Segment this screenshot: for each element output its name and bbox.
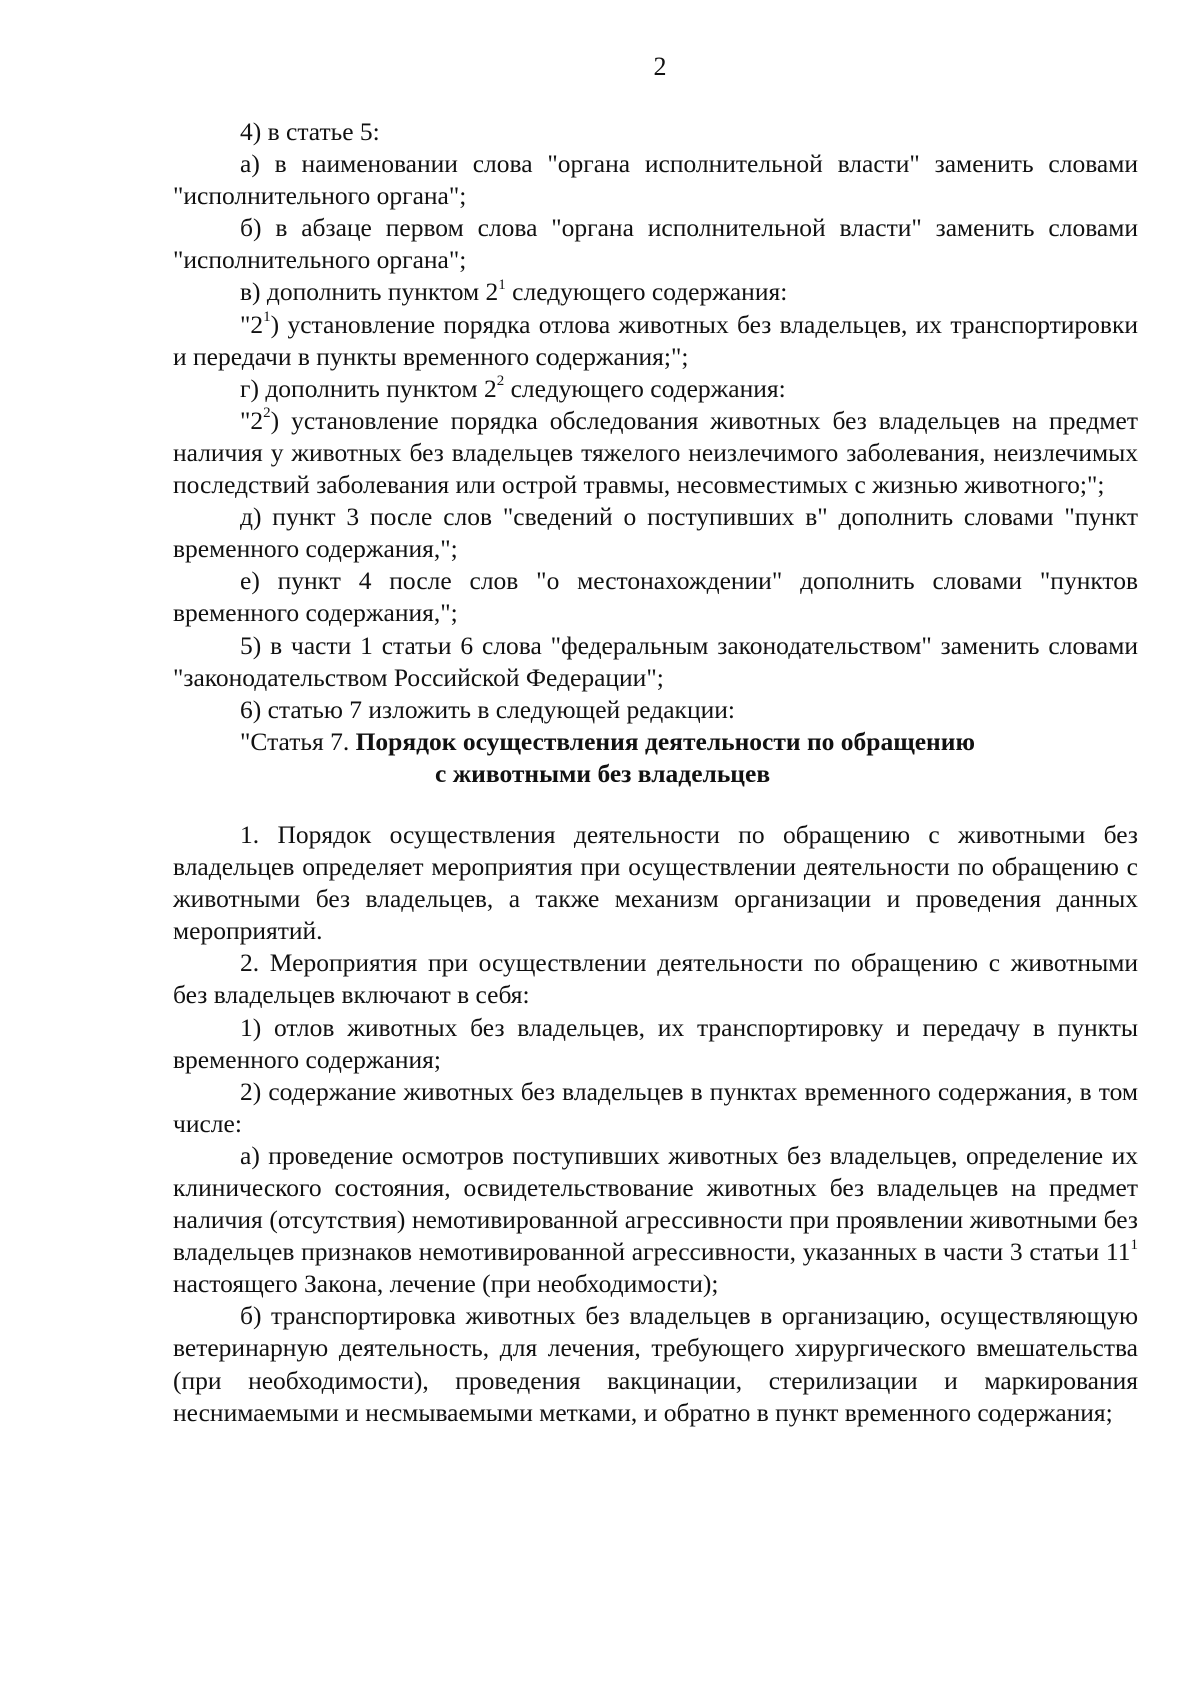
paragraph-item-b: б) в абзаце первом слова "органа исполнительной власти" заменить словами "исполнительного органа"; <box>173 213 1138 275</box>
article-heading-prefix: "Статья 7. <box>240 726 356 756</box>
superscript: 1 <box>498 276 506 293</box>
paragraph-item-e: е) пункт 4 после слов "о местонахождении" дополнить словами "пунктов временного содержания,"; <box>173 566 1138 628</box>
article-heading <box>173 726 1138 790</box>
paragraph-item-d: д) пункт 3 после слов "сведений о поступивших в" дополнить словами "пункт временного содержания,"; <box>173 502 1138 564</box>
spacer <box>173 790 1138 819</box>
superscript: 2 <box>263 405 271 422</box>
paragraph-article7-item2-a: а) проведение осмотров поступивших животных без владельцев, определение их клинического состояния, освидетельствование животных без владельцев на предмет наличия (отсутствия) немотивированной агрессивности при проявлении животными без владельцев признаков немотивированной агрессивности, указанных в части 3 статьи $11^1$ настоящего Закона, лечение (при необходимости); <box>173 1140 1138 1299</box>
paragraph-point-2-1: "$2^1$) установление порядка отлова животных без владельцев, их транспортировки и передачи в пункты временного содержания;"; <box>173 309 1138 371</box>
paragraph-article7-part2: 2. Мероприятия при осуществлении деятельности по обращению с животными без владельцев включают в себя: <box>173 948 1138 1010</box>
document-body <box>173 116 1138 1429</box>
article-heading-title-line1: Порядок осуществления деятельности по обращению <box>355 726 975 756</box>
superscript: 1 <box>1130 1236 1138 1253</box>
article-heading-title-line2: с животными без владельцев <box>435 758 771 788</box>
paragraph-item-a: а) в наименовании слова "органа исполнительной власти" заменить словами "исполнительного органа"; <box>173 149 1138 211</box>
superscript: 2 <box>496 373 505 390</box>
paragraph-article7-intro: 6) статью 7 изложить в следующей редакции: <box>240 694 735 724</box>
paragraph-article7-part1: 1. Порядок осуществления деятельности по обращению с животными без владельцев определяет мероприятия при осуществлении деятельности по обращению с животными без владельцев, а также механизм организации и проведения данных мероприятий. <box>173 819 1138 946</box>
paragraph-article6: 5) в части 1 статьи 6 слова "федеральным законодательством" заменить словами "законодательством Российской Федерации"; <box>173 630 1138 692</box>
paragraph-article7-item2-b: б) транспортировка животных без владельцев в организацию, осуществляющую ветеринарную деятельность, для лечения, требующего хирургического вмешательства (при необходимости), проведения вакцинации, стерилизации и маркирования неснимаемыми и несмываемыми метками, и обратно в пункт временного содержания; <box>173 1301 1138 1427</box>
paragraph-item-v: в) дополнить пунктом $2^1$ следующего содержания: <box>240 276 788 307</box>
paragraph-article7-item2: 2) содержание животных без владельцев в пунктах временного содержания, в том числе: <box>173 1076 1138 1138</box>
superscript: 1 <box>263 309 271 326</box>
paragraph-point-2-2: "$2^2$) установление порядка обследования животных без владельцев на предмет наличия у животных без владельцев тяжелого неизлечимого заболевания, неизлечимых последствий заболевания или острой травмы, несовместимых с жизнью животного;"; <box>173 405 1138 500</box>
page-number: 2 <box>653 52 667 81</box>
paragraph-article5-intro: 4) в статье 5: <box>240 117 380 146</box>
paragraph-item-g: г) дополнить пунктом $2^2$ следующего содержания: <box>240 373 786 403</box>
paragraph-article7-item1: 1) отлов животных без владельцев, их транспортировку и передачу в пункты временного содержания; <box>173 1012 1138 1074</box>
